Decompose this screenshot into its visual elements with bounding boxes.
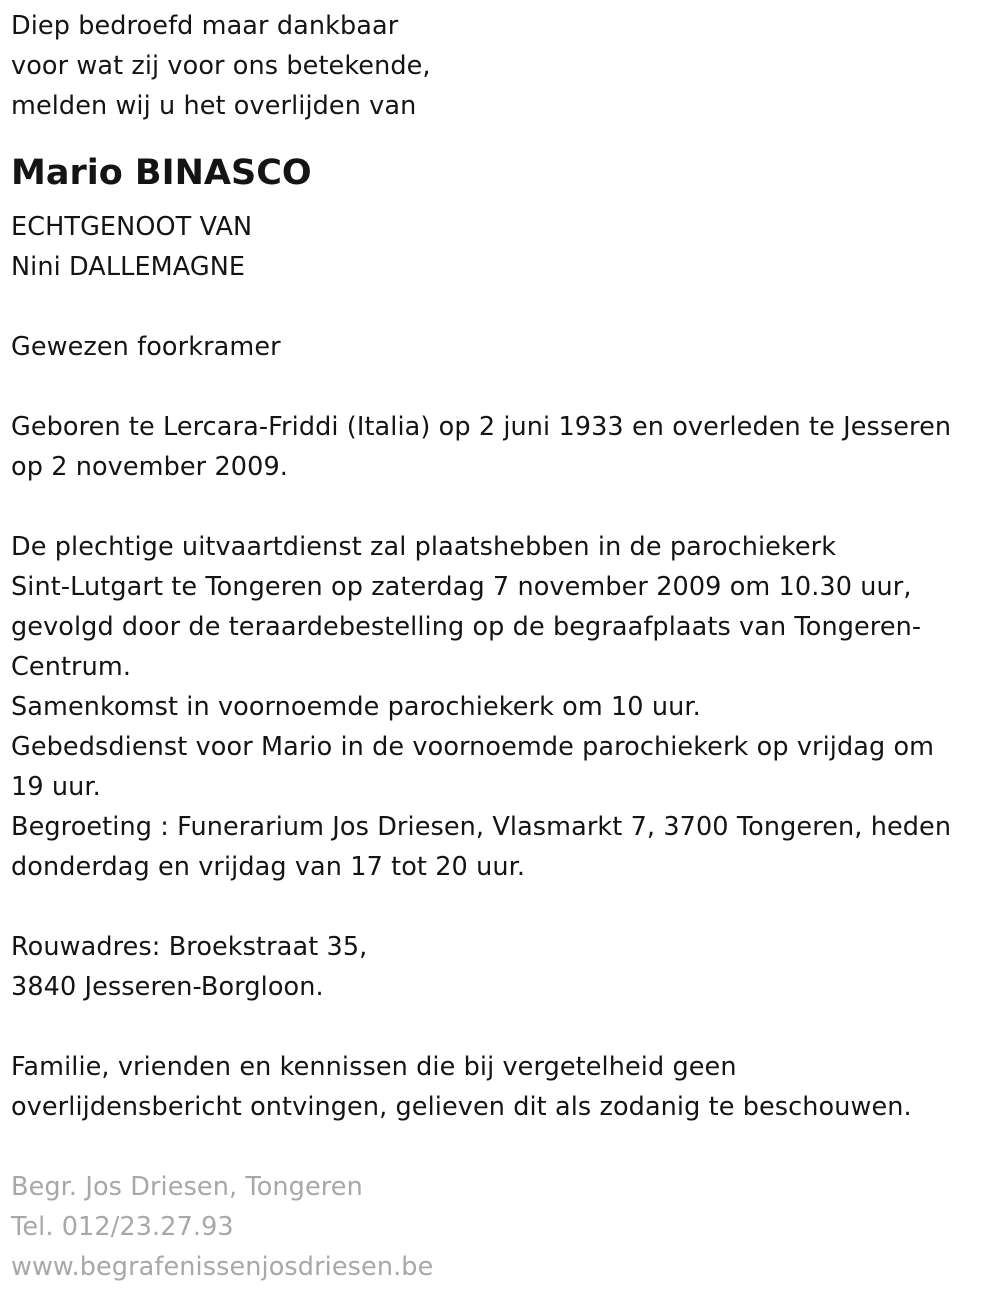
paragraph-line: De plechtige uitvaartdienst zal plaatshebben in de parochiekerk — [11, 532, 837, 562]
undertaker-name: Begr. Jos Driesen, Tongeren — [11, 1172, 363, 1202]
address-line: Rouwadres: Broekstraat 35, — [11, 932, 368, 962]
paragraph-line: overlijdensbericht ontvingen, gelieven dit als zodanig te beschouwen. — [11, 1092, 912, 1122]
birth-death-paragraph — [11, 407, 993, 487]
spacer — [11, 287, 993, 327]
paragraph-line: Sint-Lutgart te Tongeren op zaterdag 7 november 2009 om 10.30 uur, — [11, 572, 912, 602]
closing-paragraph — [11, 1047, 993, 1127]
intro-line: Diep bedroefd maar dankbaar — [11, 11, 399, 41]
intro-line: melden wij u het overlijden van — [11, 91, 417, 121]
address-line: 3840 Jesseren-Borgloon. — [11, 972, 324, 1002]
paragraph-line: 19 uur. — [11, 772, 101, 802]
spacer — [11, 367, 993, 407]
intro-text — [11, 6, 993, 126]
undertaker-phone: Tel. 012/23.27.93 — [11, 1212, 234, 1242]
paragraph-line: Gebedsdienst voor Mario in de voornoemde parochiekerk op vrijdag om — [11, 732, 935, 762]
spouse-name: Nini DALLEMAGNE — [11, 252, 246, 282]
intro-line: voor wat zij voor ons betekende, — [11, 51, 431, 81]
occupation: Gewezen foorkramer — [11, 332, 281, 362]
paragraph-line: Geboren te Lercara-Friddi (Italia) op 2 juni 1933 en overleden te Jesseren — [11, 412, 952, 442]
relation-label: ECHTGENOOT VAN — [11, 212, 253, 242]
deceased-name: Mario BINASCO — [11, 153, 312, 193]
spacer — [11, 887, 993, 927]
paragraph-line: donderdag en vrijdag van 17 tot 20 uur. — [11, 852, 526, 882]
deceased-block — [11, 142, 993, 287]
undertaker-website: www.begrafenissenjosdriesen.be — [11, 1252, 434, 1282]
mourning-address — [11, 927, 993, 1007]
spacer — [11, 487, 993, 527]
paragraph-line: Begroeting : Funerarium Jos Driesen, Vlasmarkt 7, 3700 Tongeren, heden — [11, 812, 952, 842]
paragraph-line: Familie, vrienden en kennissen die bij vergetelheid geen — [11, 1052, 737, 1082]
spacer — [11, 1127, 993, 1167]
paragraph-line: gevolgd door de teraardebestelling op de begraafplaats van Tongeren- — [11, 612, 922, 642]
ceremony-paragraph — [11, 527, 993, 887]
spacer — [11, 1007, 993, 1047]
paragraph-line: Samenkomst in voornoemde parochiekerk om 10 uur. — [11, 692, 701, 722]
paragraph-line: op 2 november 2009. — [11, 452, 288, 482]
paragraph-line: Centrum. — [11, 652, 132, 682]
undertaker-footer — [11, 1167, 993, 1287]
obituary-notice — [11, 6, 993, 1287]
